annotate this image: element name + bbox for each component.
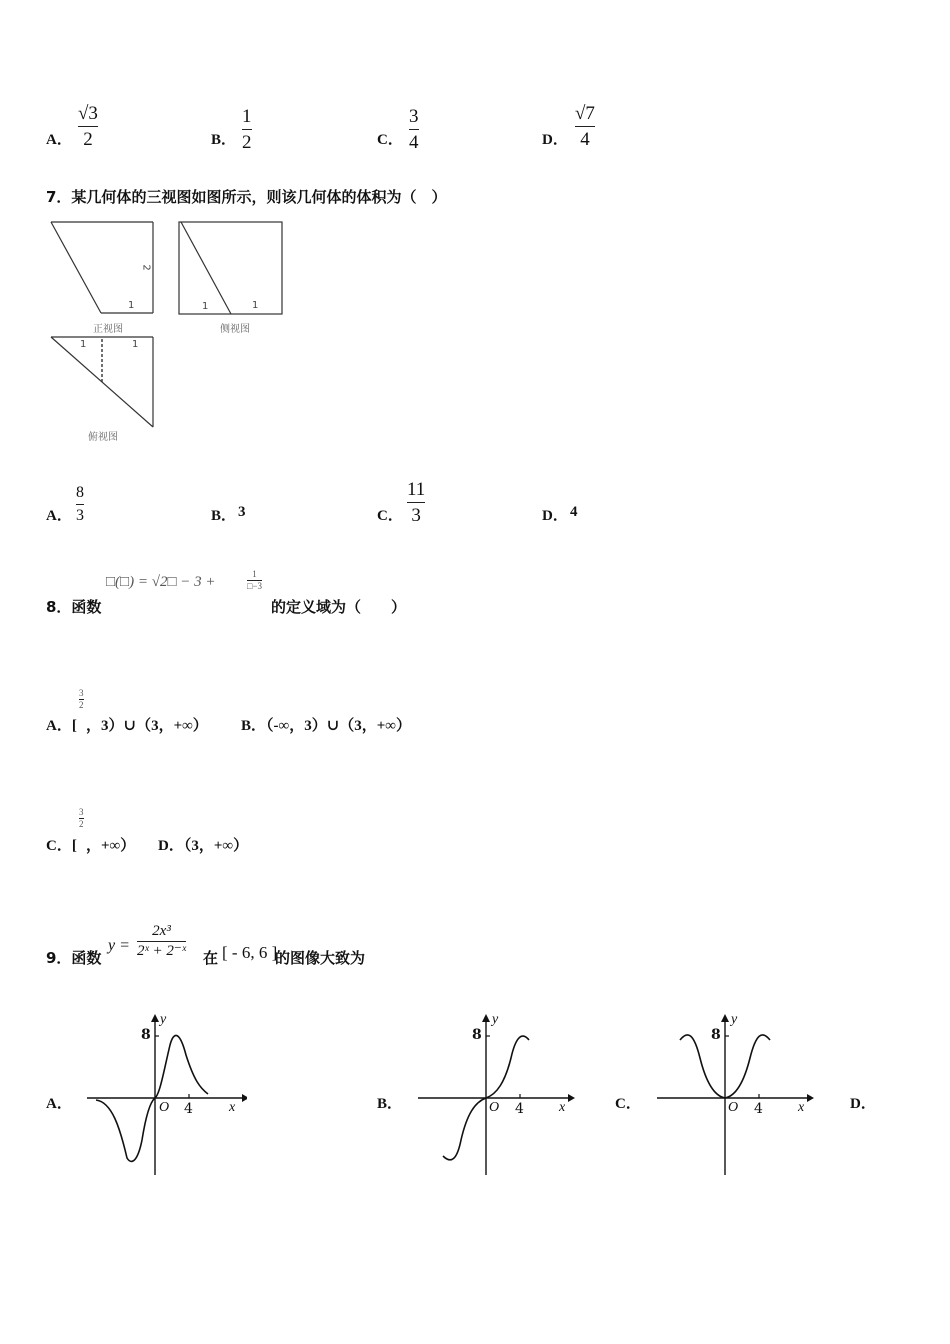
fraction-denominator: 2: [79, 700, 84, 710]
q6-option-c-fraction: [409, 107, 419, 152]
q8-option-a-text: ，3）∪（3，+∞）: [86, 718, 208, 734]
side-view: [179, 222, 282, 314]
side-view-caption: 侧视图: [220, 324, 250, 335]
q8-option-b: B．（-∞，3）∪（3，+∞）: [241, 718, 412, 734]
fraction-denominator: 3: [411, 505, 421, 526]
q8-suffix: 的定义域为（ ）: [271, 598, 407, 616]
q8-formula-fraction: [247, 570, 262, 591]
q6-option-c-label: C．: [377, 132, 403, 148]
graph-b-y-label: y: [492, 1012, 499, 1027]
graph-c-y-label: y: [731, 1012, 738, 1027]
graph-c-origin: O: [728, 1100, 739, 1115]
graph-a-y-label: y: [160, 1012, 167, 1027]
three-view-figure: [45, 218, 290, 448]
q6-option-a-fraction: [78, 104, 98, 149]
q8-option-d: D．（3，+∞）: [158, 838, 249, 854]
graph-c-tick-x: 4: [754, 1101, 763, 1117]
fraction-numerator: 1: [252, 569, 257, 579]
graph-b-origin: O: [489, 1100, 500, 1115]
top-dim-right: 1: [132, 339, 139, 350]
graph-a-tick-x: 4: [184, 1101, 193, 1117]
graph-c-tick-y: 8: [711, 1027, 721, 1043]
q9-option-a-label: A．: [46, 1096, 72, 1112]
fraction-denominator: 4: [580, 129, 590, 150]
graph-a-x-label: x: [229, 1100, 236, 1115]
graph-a-origin: O: [159, 1100, 170, 1115]
front-dim-height: 2: [140, 264, 152, 271]
fraction-denominator: 2: [83, 129, 93, 150]
fraction-numerator: √3: [78, 103, 98, 124]
fraction-denominator: 4: [409, 132, 419, 153]
q6-option-d-fraction: [575, 104, 595, 149]
q9-word-zai: 在: [203, 949, 219, 967]
side-dim-left: 1: [202, 301, 209, 312]
q7-option-b-label: B．: [211, 508, 237, 524]
fraction-numerator: 2x³: [152, 923, 171, 939]
graph-c-x-label: x: [798, 1100, 805, 1115]
q9-interval: [ - 6, 6 ]: [222, 943, 278, 962]
fraction-denominator: 2: [242, 132, 252, 153]
q8-option-c-text: ，+∞）: [86, 838, 136, 854]
q7-option-d-value: 4: [570, 504, 578, 520]
q7-option-b-value: 3: [238, 504, 246, 520]
graph-a-tick-y: 8: [141, 1027, 151, 1043]
front-dim-bottom: 1: [128, 300, 135, 311]
fraction-numerator: √7: [575, 103, 595, 124]
graph-c: [652, 1010, 817, 1180]
q9-formula-fraction: [137, 924, 186, 959]
graph-b-tick-y: 8: [472, 1027, 482, 1043]
q7-option-d-label: D．: [542, 508, 568, 524]
q8-formula: □(□) = √2□ − 3 +: [106, 574, 216, 590]
q7-option-a-label: A．: [46, 508, 72, 524]
q8-option-a-label: A．[: [46, 718, 77, 734]
fraction-numerator: 3: [409, 106, 419, 127]
q7-question-text: 7．某几何体的三视图如图所示，则该几何体的体积为（ ）: [46, 188, 447, 206]
top-view-caption: 俯视图: [88, 432, 118, 443]
fraction-numerator: 3: [79, 807, 84, 817]
fraction-denominator: 2: [79, 819, 84, 829]
q9-option-b-label: B．: [377, 1096, 403, 1112]
q8-option-c-fraction: [79, 808, 84, 829]
q9-option-d-label: D．: [850, 1096, 876, 1112]
top-view: [51, 337, 153, 427]
q6-option-b-fraction: [242, 107, 252, 152]
front-view: [51, 222, 153, 313]
front-view-caption: 正视图: [93, 324, 123, 335]
q9-y-equals: y =: [108, 937, 130, 954]
fraction-numerator: 1: [242, 106, 252, 127]
fraction-numerator: 11: [407, 479, 426, 500]
fraction-numerator: 3: [79, 688, 84, 698]
q7-option-a-fraction: [76, 485, 84, 524]
graph-b-tick-x: 4: [515, 1101, 524, 1117]
graph-b-x-label: x: [559, 1100, 566, 1115]
q7-option-c-label: C．: [377, 508, 403, 524]
fraction-denominator: □−3: [247, 581, 263, 591]
q6-option-b-label: B．: [211, 132, 237, 148]
q6-option-a-label: A．: [46, 132, 72, 148]
q9-prefix: 9．函数: [46, 949, 102, 967]
fraction-numerator: 8: [76, 484, 84, 501]
q7-option-c-fraction: [407, 480, 425, 525]
fraction-denominator: 3: [76, 507, 84, 524]
top-dim-left: 1: [80, 339, 87, 350]
q6-option-d-label: D．: [542, 132, 568, 148]
graph-b: [413, 1010, 578, 1180]
graph-a: [82, 1010, 247, 1180]
fraction-denominator: 2ˣ + 2⁻ˣ: [137, 943, 187, 959]
q8-prefix: 8．函数: [46, 598, 102, 616]
q9-suffix: 的图像大致为: [275, 949, 366, 967]
q8-option-a-fraction: [79, 689, 84, 710]
q8-option-c-label: C．[: [46, 838, 77, 854]
q9-option-c-label: C．: [615, 1096, 641, 1112]
side-dim-right: 1: [252, 300, 259, 311]
